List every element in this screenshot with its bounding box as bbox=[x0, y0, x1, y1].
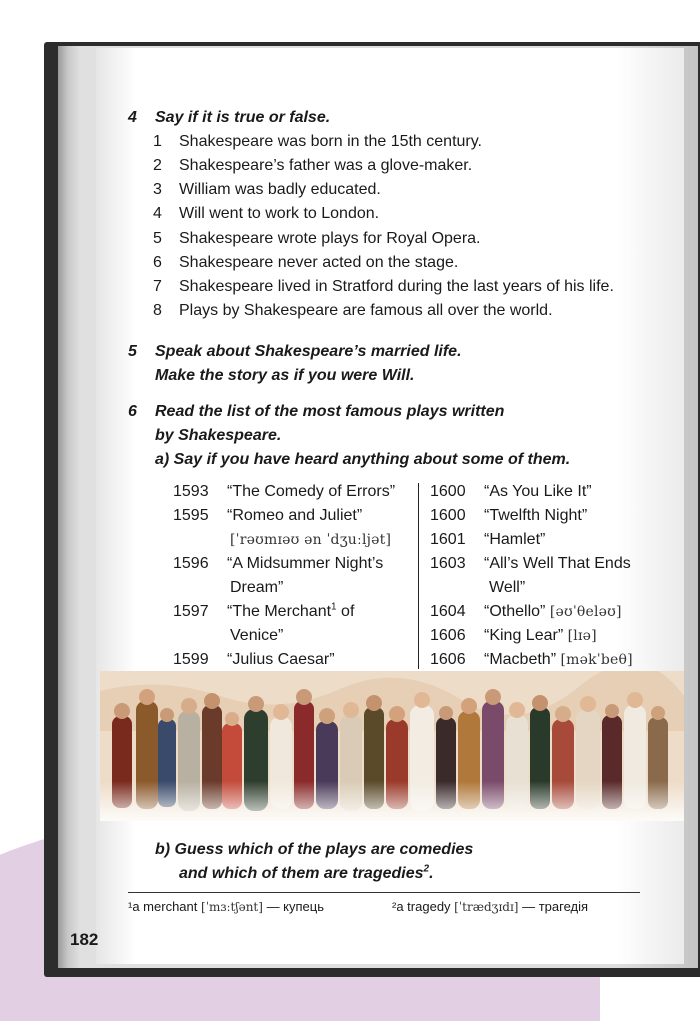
list-item bbox=[153, 178, 614, 202]
footnote-mark: 1 bbox=[331, 601, 337, 613]
play-title: “The Merchant bbox=[227, 603, 332, 620]
play-title: “The Comedy of Errors” bbox=[227, 483, 396, 500]
item-text: Shakespeare never acted on the stage. bbox=[179, 253, 459, 271]
item-number: 8 bbox=[153, 301, 162, 319]
item-text: Shakespeare was born in the 15th century. bbox=[179, 133, 482, 150]
plays-list-right bbox=[430, 480, 660, 672]
phonetic-transcription: [məkˈbeθ] bbox=[560, 652, 633, 668]
exercise-line: by Shakespeare. bbox=[155, 427, 282, 444]
play-year: 1606 bbox=[430, 651, 466, 668]
play-entry bbox=[173, 600, 418, 648]
play-entry bbox=[430, 480, 660, 504]
footnote-rule bbox=[128, 892, 640, 893]
play-year: 1597 bbox=[173, 603, 209, 620]
list-item bbox=[153, 251, 614, 275]
list-item bbox=[153, 154, 614, 178]
play-entry bbox=[430, 528, 660, 552]
item-text: Plays by Shakespeare are famous all over the world. bbox=[179, 301, 553, 319]
footnote-mark: ² bbox=[392, 899, 397, 914]
play-year: 1600 bbox=[430, 483, 466, 500]
play-title: “Romeo and Juliet” bbox=[227, 507, 363, 524]
footnote-2 bbox=[392, 898, 588, 916]
item-number: 3 bbox=[153, 181, 162, 199]
play-entry bbox=[430, 504, 660, 528]
task-b-line: b) Guess which of the plays are comedies bbox=[155, 841, 474, 858]
task-b bbox=[155, 838, 655, 888]
play-year: 1595 bbox=[173, 507, 209, 524]
footnote-phonetic: [ˈmɜːtʃənt] bbox=[201, 900, 263, 914]
play-title-continued: Well” bbox=[489, 579, 526, 596]
play-title: “Julius Caesar” bbox=[227, 651, 335, 668]
play-title-rest: of bbox=[336, 603, 355, 620]
footnote-word: a tragedy bbox=[396, 899, 451, 914]
item-number: 1 bbox=[153, 133, 162, 150]
item-text: Will went to work to London. bbox=[179, 205, 380, 223]
play-year: 1593 bbox=[173, 483, 209, 500]
exercise-5-heading bbox=[128, 340, 668, 390]
play-year: 1604 bbox=[430, 603, 466, 620]
play-entry bbox=[173, 480, 418, 504]
exercise-instruction: Say if it is true or false. bbox=[155, 109, 331, 126]
exercise-number: 5 bbox=[128, 343, 137, 360]
list-item bbox=[153, 227, 614, 251]
play-title: “Macbeth” bbox=[484, 651, 557, 668]
list-item bbox=[153, 299, 614, 323]
play-year: 1600 bbox=[430, 507, 466, 524]
play-title-continued: Dream” bbox=[230, 579, 284, 596]
exercise-line: Make the story as if you were Will. bbox=[155, 367, 415, 384]
plays-list-left bbox=[173, 480, 418, 672]
play-year: 1601 bbox=[430, 531, 466, 548]
play-title-continued: Venice” bbox=[230, 627, 284, 644]
footnote-translation: — купець bbox=[266, 899, 324, 914]
shakespeare-characters-illustration bbox=[100, 671, 684, 821]
item-number: 4 bbox=[153, 205, 162, 223]
play-title: “Othello” bbox=[484, 603, 546, 620]
exercise-number: 4 bbox=[128, 109, 137, 126]
footnote-mark: 2 bbox=[423, 863, 430, 875]
footnote-1 bbox=[128, 898, 324, 916]
list-item bbox=[153, 202, 614, 226]
list-item bbox=[153, 275, 614, 299]
play-title: “Hamlet” bbox=[484, 531, 546, 548]
item-text: Shakespeare lived in Stratford during the last years of his life. bbox=[179, 277, 614, 295]
exercise-line: Read the list of the most famous plays written bbox=[155, 403, 505, 420]
play-entry bbox=[430, 552, 660, 600]
play-year: 1599 bbox=[173, 651, 209, 668]
play-entry bbox=[173, 504, 418, 552]
play-entry bbox=[430, 600, 660, 624]
item-number: 7 bbox=[153, 277, 162, 295]
item-text: Shakespeare wrote plays for Royal Opera. bbox=[179, 229, 481, 247]
list-item bbox=[153, 130, 614, 154]
true-false-list bbox=[153, 130, 614, 323]
exercise-line: Speak about Shakespeare’s married life. bbox=[155, 343, 462, 360]
item-number: 5 bbox=[153, 229, 162, 247]
footnote-mark: ¹ bbox=[128, 899, 133, 914]
item-number: 2 bbox=[153, 157, 162, 175]
play-year: 1603 bbox=[430, 555, 466, 572]
phonetic-transcription: [əʊˈθeləʊ] bbox=[549, 604, 622, 620]
task-a: a) Say if you have heard anything about some of them. bbox=[155, 451, 571, 468]
play-title: “King Lear” bbox=[484, 627, 564, 644]
item-number: 6 bbox=[153, 253, 162, 271]
footnote-phonetic: [ˈtrædʒɪdɪ] bbox=[454, 900, 519, 914]
footnote-word: a merchant bbox=[132, 899, 198, 914]
play-title: “As You Like It” bbox=[484, 483, 592, 500]
exercise-number: 6 bbox=[128, 403, 137, 420]
play-title: “A Midsummer Night’s bbox=[227, 555, 384, 572]
footnote-translation: — трагедія bbox=[522, 899, 589, 914]
phonetic-transcription: [ˈrəʊmɪəʊ ən ˈdʒuːljət] bbox=[230, 532, 392, 548]
item-text: Shakespeare’s father was a glove-maker. bbox=[179, 157, 473, 175]
play-entry bbox=[430, 624, 660, 648]
column-divider bbox=[418, 483, 419, 669]
task-b-line: and which of them are tragedies$^2$. bbox=[179, 863, 434, 882]
play-entry bbox=[173, 552, 418, 600]
characters-figure-art bbox=[100, 671, 684, 821]
phonetic-transcription: [lɪə] bbox=[567, 628, 597, 644]
play-title: “Twelfth Night” bbox=[484, 507, 588, 524]
play-title: “All’s Well That Ends bbox=[484, 555, 631, 572]
page-number: 182 bbox=[70, 930, 99, 949]
play-entry bbox=[430, 648, 660, 672]
play-year: 1596 bbox=[173, 555, 209, 572]
play-year: 1606 bbox=[430, 627, 466, 644]
item-text: William was badly educated. bbox=[179, 181, 381, 199]
exercise-6-heading bbox=[128, 400, 688, 474]
play-entry bbox=[173, 648, 418, 672]
